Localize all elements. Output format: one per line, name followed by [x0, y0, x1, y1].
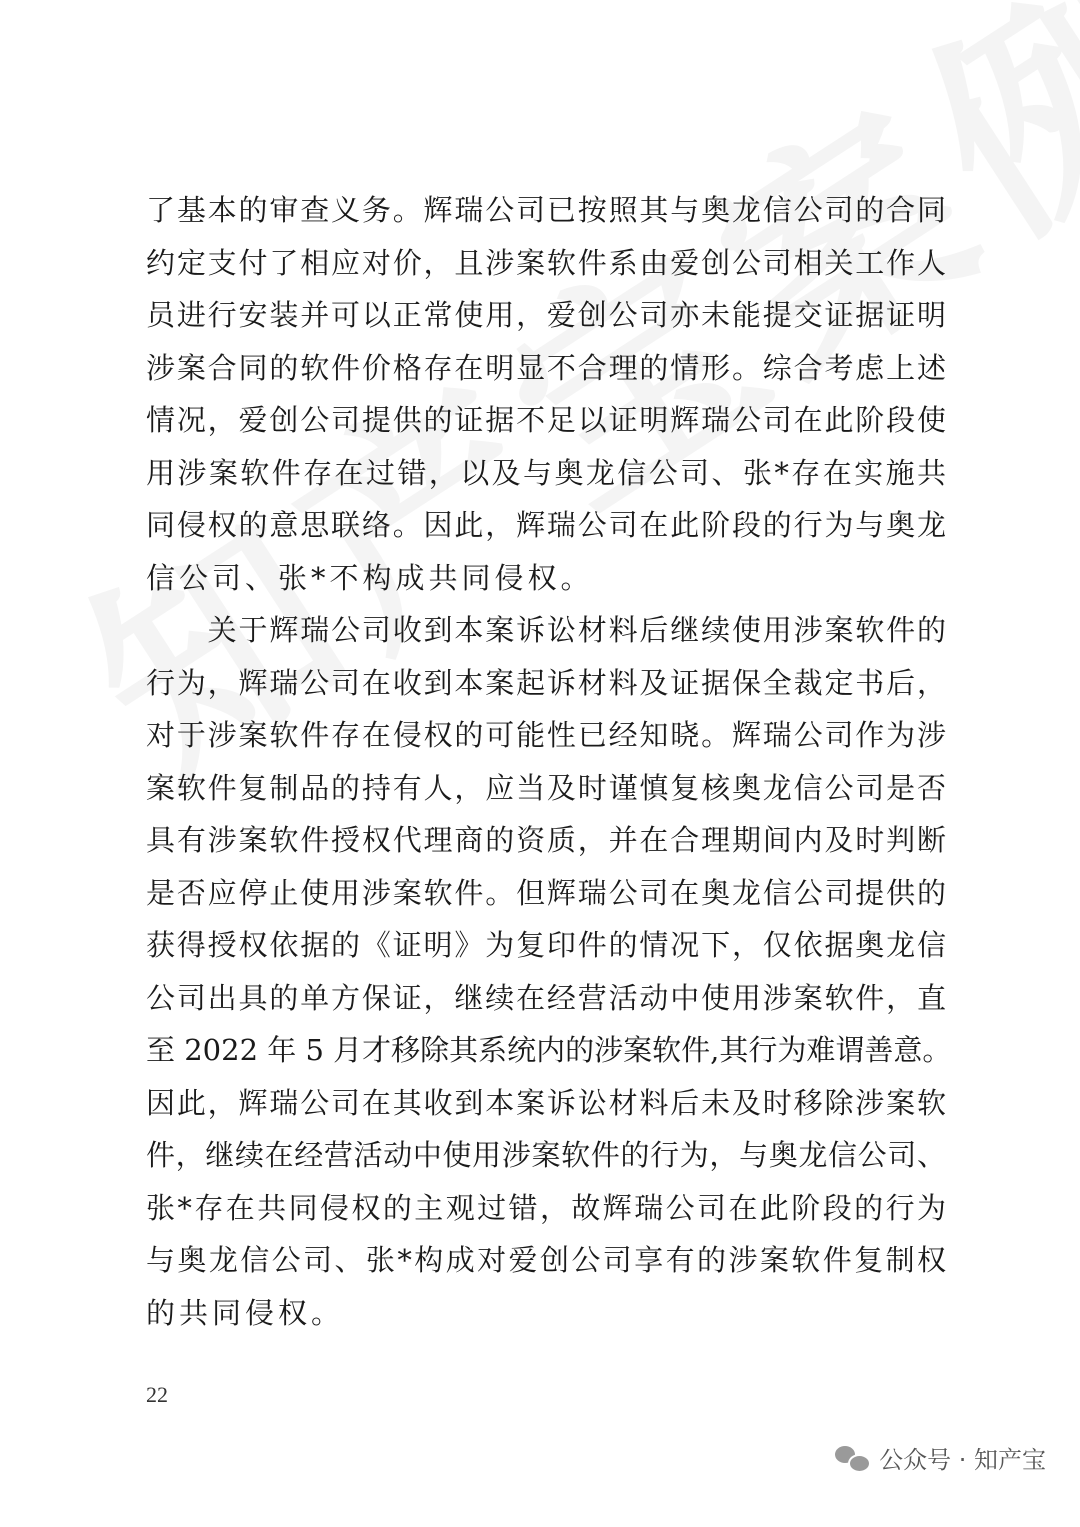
text-line: 是否应停止使用涉案软件。但辉瑞公司在奥龙信公司提供的 [146, 875, 946, 910]
text-line: 案软件复制品的持有人，应当及时谨慎复核奥龙信公司是否 [146, 770, 946, 805]
text-line: 的共同侵权。 [146, 1295, 345, 1330]
text-line: 用涉案软件存在过错，以及与奥龙信公司、张*存在实施共 [146, 455, 946, 490]
text-line: 同侵权的意思联络。因此，辉瑞公司在此阶段的行为与奥龙 [146, 508, 946, 542]
text-line: 与奥龙信公司、张*构成对爱创公司享有的涉案软件复制权 [146, 1243, 946, 1277]
text-line: 张*存在共同侵权的主观过错，故辉瑞公司在此阶段的行为 [146, 1190, 946, 1225]
text-line: 行为，辉瑞公司在收到本案起诉材料及证据保全裁定书后， [146, 665, 946, 700]
wechat-icon [835, 1444, 869, 1472]
text-line: 公司出具的单方保证，继续在经营活动中使用涉案软件，直 [146, 980, 946, 1015]
text-line: 获得授权依据的《证明》为复印件的情况下，仅依据奥龙信 [146, 928, 946, 962]
text-line: 信公司、张*不构成共同侵权。 [146, 560, 594, 595]
text-line: 因此，辉瑞公司在其收到本案诉讼材料后未及时移除涉案软 [146, 1085, 946, 1120]
body-text [146, 184, 952, 1339]
text-line: 至 2022 年 5 月才移除其系统内的涉案软件,其行为难谓善意。 [146, 1033, 952, 1067]
text-line: 对于涉案软件存在侵权的可能性已经知晓。辉瑞公司作为涉 [146, 718, 946, 752]
text-line: 员进行安装并可以正常使用，爱创公司亦未能提交证据证明 [146, 298, 946, 332]
text-line: 件，继续在经营活动中使用涉案软件的行为，与奥龙信公司、 [146, 1138, 946, 1172]
text-line: 约定支付了相应对价，且涉案软件系由爱创公司相关工作人 [146, 245, 946, 280]
text-line: 涉案合同的软件价格存在明显不合理的情形。综合考虑上述 [146, 350, 946, 385]
text-line: 情况，爱创公司提供的证据不足以证明辉瑞公司在此阶段使 [146, 403, 946, 437]
text-line: 关于辉瑞公司收到本案诉讼材料后继续使用涉案软件的 [146, 613, 946, 647]
text-line: 具有涉案软件授权代理商的资质，并在合理期间内及时判断 [146, 823, 946, 857]
source-label: 公众号 · 知产宝 [879, 1446, 1046, 1474]
page-number: 22 [146, 1382, 168, 1407]
source-badge[interactable] [835, 1440, 1046, 1475]
text-line: 了基本的审查义务。辉瑞公司已按照其与奥龙信公司的合同 [146, 193, 946, 227]
